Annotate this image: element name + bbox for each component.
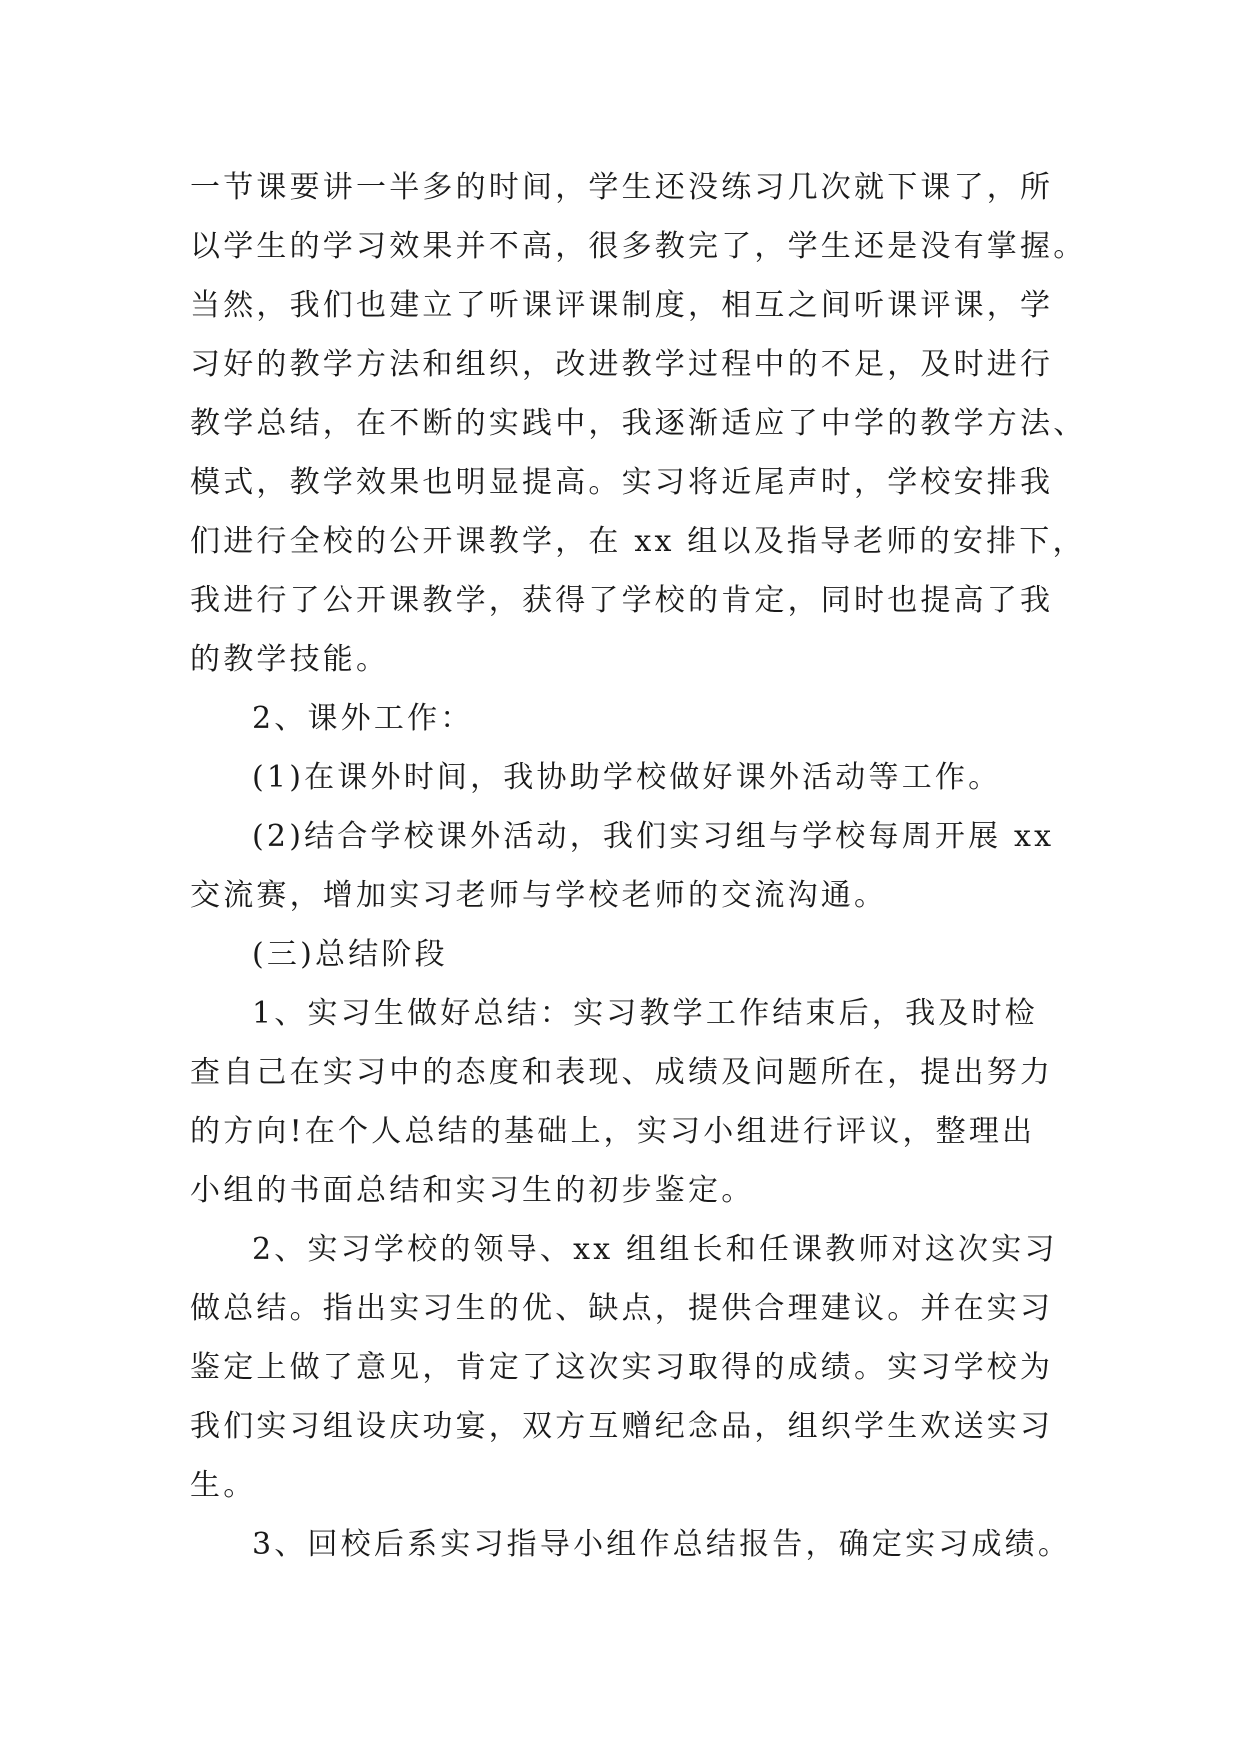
body-text-line: 生。 (190, 1468, 257, 1503)
body-text-line: 以学生的学习效果并不高，很多教完了，学生还是没有掌握。 (190, 229, 1087, 264)
body-text-line: 模式，教学效果也明显提高。实习将近尾声时，学校安排我 (190, 465, 1054, 500)
body-text-line: 习好的教学方法和组织，改进教学过程中的不足，及时进行 (190, 347, 1054, 382)
body-text-line: 鉴定上做了意见，肯定了这次实习取得的成绩。实习学校为 (190, 1350, 1054, 1385)
list-item: 2、实习学校的领导、xx 组组长和任课教师对这次实习 (252, 1232, 1058, 1267)
section-heading: (三)总结阶段 (252, 937, 448, 972)
body-text-line: 的教学技能。 (190, 642, 390, 677)
list-item: (1)在课外时间，我协助学校做好课外活动等工作。 (252, 760, 1002, 795)
body-text-line: 我进行了公开课教学，获得了学校的肯定，同时也提高了我 (190, 583, 1054, 618)
list-item: 3、回校后系实习指导小组作总结报告，确定实习成绩。 (252, 1527, 1072, 1562)
body-text-line: 一节课要讲一半多的时间，学生还没练习几次就下课了，所 (190, 170, 1054, 205)
list-item: (2)结合学校课外活动，我们实习组与学校每周开展 xx (252, 819, 1055, 854)
list-item: 1、实习生做好总结：实习教学工作结束后，我及时检 (252, 996, 1038, 1031)
body-text-line: 交流赛，增加实习老师与学校老师的交流沟通。 (190, 878, 888, 913)
section-heading: 2、课外工作： (252, 701, 474, 736)
body-text-line: 做总结。指出实习生的优、缺点，提供合理建议。并在实习 (190, 1291, 1054, 1326)
body-text-line: 教学总结，在不断的实践中，我逐渐适应了中学的教学方法、 (190, 406, 1087, 441)
body-text-line: 小组的书面总结和实习生的初步鉴定。 (190, 1173, 755, 1208)
body-text-line: 们进行全校的公开课教学，在 xx 组以及指导老师的安排下， (190, 524, 1086, 559)
body-text-line: 当然，我们也建立了听课评课制度，相互之间听课评课，学 (190, 288, 1054, 323)
body-text-line: 我们实习组设庆功宴，双方互赠纪念品，组织学生欢送实习 (190, 1409, 1054, 1444)
body-text-line: 的方向!在个人总结的基础上，实习小组进行评议，整理出 (190, 1114, 1036, 1149)
body-text-line: 查自己在实习中的态度和表现、成绩及问题所在，提出努力 (190, 1055, 1054, 1090)
